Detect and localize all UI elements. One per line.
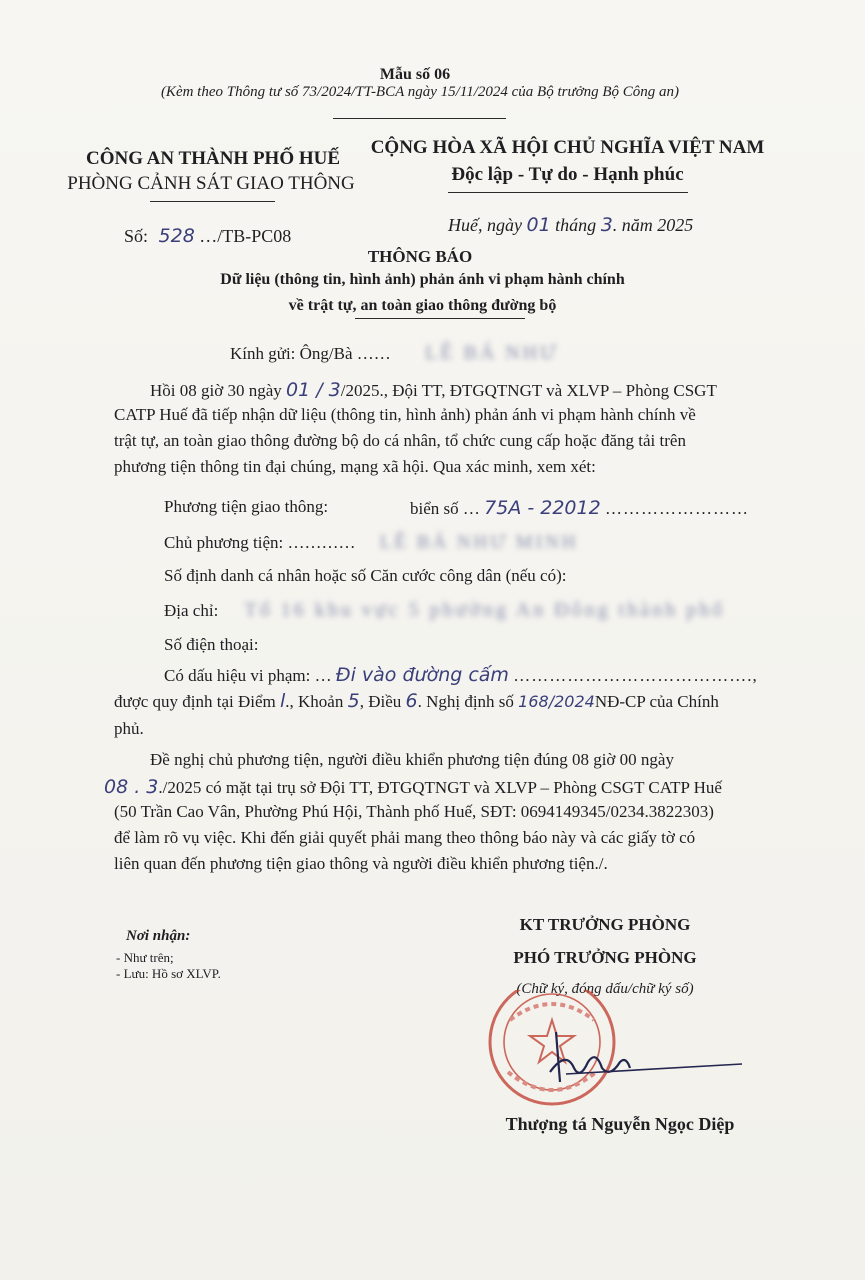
- address-redacted: Tổ 16 khu vực 5 phường An Đông thành phố: [244, 599, 726, 621]
- legal-article-label: , Điều: [359, 692, 402, 711]
- intro-line-1: [150, 379, 717, 401]
- request-line-4: để làm rõ vụ việc. Khi đến giải quyết phải mang theo thông báo này và các giấy tờ có: [114, 828, 696, 847]
- legal-decree-label: . Nghị định số: [417, 692, 514, 711]
- recipients-item-2: - Lưu: Hồ sơ XLVP.: [116, 966, 221, 981]
- doc-number-line: [124, 225, 291, 247]
- signature-deputy: PHÓ TRƯỞNG PHÒNG: [513, 948, 697, 967]
- recipient-label: Kính gửi: Ông/Bà ……: [230, 344, 391, 363]
- plate-dots: ……………………: [604, 499, 749, 518]
- recipients-title: Nơi nhận:: [126, 928, 191, 944]
- address-line: [164, 599, 725, 622]
- recipient-name-redacted: LÊ BÁ NHƯ: [425, 342, 559, 364]
- request-line-2: [104, 776, 722, 798]
- owner-label: Chủ phương tiện: …………: [164, 533, 356, 552]
- form-number: Mẫu số 06: [379, 66, 451, 83]
- date-day: 01: [526, 214, 551, 236]
- title-rule: [355, 318, 525, 319]
- request-line-1: Đề nghị chủ phương tiện, người điều khiển phương tiện đúng 08 giờ 00 ngày: [150, 750, 674, 769]
- intro-unit: /2025., Đội TT, ĐTGQTNGT và XLVP – Phòng CSGT: [340, 381, 717, 400]
- doc-number-label: Số:: [124, 226, 149, 246]
- legal-basis-line: [114, 690, 719, 712]
- official-stamp: [490, 990, 614, 1104]
- date-month: 3: [600, 214, 613, 236]
- notice-subtitle-2: về trật tự, an toàn giao thông đường bộ: [288, 297, 557, 314]
- plate-label: biển số …: [410, 499, 480, 518]
- legal-article: 6: [405, 690, 418, 712]
- legal-decree: 168/2024: [518, 692, 595, 711]
- official-stamp-and-signature: [470, 990, 770, 1110]
- header-rule: [333, 118, 506, 119]
- date-line: [448, 214, 693, 236]
- legal-decree-suffix: NĐ-CP của Chính: [594, 692, 719, 711]
- notice-title: THÔNG BÁO: [367, 247, 473, 266]
- intro-date: 01 / 3: [286, 379, 341, 401]
- motto-rule: [448, 192, 688, 193]
- date-prefix: Huế, ngày: [448, 215, 522, 235]
- id-label: Số định danh cá nhân hoặc số Căn cước công dân (nếu có):: [164, 566, 567, 585]
- request-place: ./2025 có mặt tại trụ sở Đội TT, ĐTGQTNGT và XLVP – Phòng CSGT CATP Huế: [158, 778, 722, 797]
- violation-dots: ………………………………….,: [513, 666, 758, 685]
- intro-line-2: CATP Huế đã tiếp nhận dữ liệu (thông tin, hình ảnh) phản ánh vi phạm hành chính về: [114, 405, 696, 424]
- signature-kt: KT TRƯỞNG PHÒNG: [519, 915, 691, 934]
- address-label: Địa chỉ:: [164, 601, 219, 620]
- vehicle-label: Phương tiện giao thông:: [164, 497, 329, 516]
- republic-name: CỘNG HÒA XÃ HỘI CHỦ NGHĨA VIỆT NAM: [370, 137, 765, 158]
- left-header-rule: [150, 201, 275, 202]
- phone-label: Số điện thoại:: [164, 635, 259, 654]
- violation-value: Đi vào đường cấm: [335, 664, 509, 686]
- owner-name-redacted: LÊ BÁ NHƯ MINH: [379, 532, 579, 553]
- legal-clause-label: ., Khoản: [285, 692, 344, 711]
- owner-line: [164, 532, 578, 554]
- form-attached-note: (Kèm theo Thông tư số 73/2024/TT-BCA ngày 15/11/2024 của Bộ trưởng Bộ Công an): [160, 84, 680, 100]
- violation-line: [164, 664, 758, 686]
- recipients-item-1: - Như trên;: [116, 950, 174, 965]
- intro-line-3: trật tự, an toàn giao thông đường bộ do cá nhân, tổ chức cung cấp hoặc đăng tải trên: [114, 431, 686, 450]
- request-line-5: liên quan đến phương tiện giao thông và người điều khiển phương tiện./.: [114, 854, 608, 873]
- date-year: . năm 2025: [612, 215, 694, 235]
- request-line-3: (50 Trần Cao Vân, Phường Phú Hội, Thành phố Huế, SĐT: 0694149345/0234.3822303): [114, 802, 714, 821]
- national-motto: Độc lập - Tự do - Hạnh phúc: [451, 164, 684, 185]
- doc-number-value: 528: [158, 225, 195, 247]
- legal-point: l: [279, 690, 286, 712]
- notice-subtitle-1: Dữ liệu (thông tin, hình ảnh) phản ánh vi phạm hành chính: [220, 271, 625, 288]
- intro-time: Hồi 08 giờ 30 ngày: [150, 381, 282, 400]
- violation-label: Có dấu hiệu vi phạm: …: [164, 666, 332, 685]
- plate-value: 75A - 22012: [484, 497, 601, 519]
- recipient-line: [230, 342, 559, 365]
- handwritten-signature: [550, 1032, 742, 1082]
- doc-number-suffix: …/TB-PC08: [199, 226, 292, 246]
- signature-note: (Chữ ký, đóng dấu/chữ ký số): [516, 981, 694, 997]
- legal-clause: 5: [347, 690, 360, 712]
- legal-point-label: được quy định tại Điểm: [114, 692, 276, 711]
- plate-line: [410, 497, 749, 519]
- department-name: PHÒNG CẢNH SÁT GIAO THÔNG: [67, 173, 355, 194]
- signer-name: Thượng tá Nguyễn Ngọc Diệp: [505, 1114, 735, 1134]
- date-month-label: tháng: [555, 215, 597, 235]
- legal-basis-end: phủ.: [114, 719, 144, 738]
- request-date: 08 . 3: [104, 776, 159, 798]
- agency-name: CÔNG AN THÀNH PHỐ HUẾ: [85, 148, 341, 169]
- intro-line-4: phương tiện thông tin đại chúng, mạng xã hội. Qua xác minh, xem xét:: [114, 457, 596, 476]
